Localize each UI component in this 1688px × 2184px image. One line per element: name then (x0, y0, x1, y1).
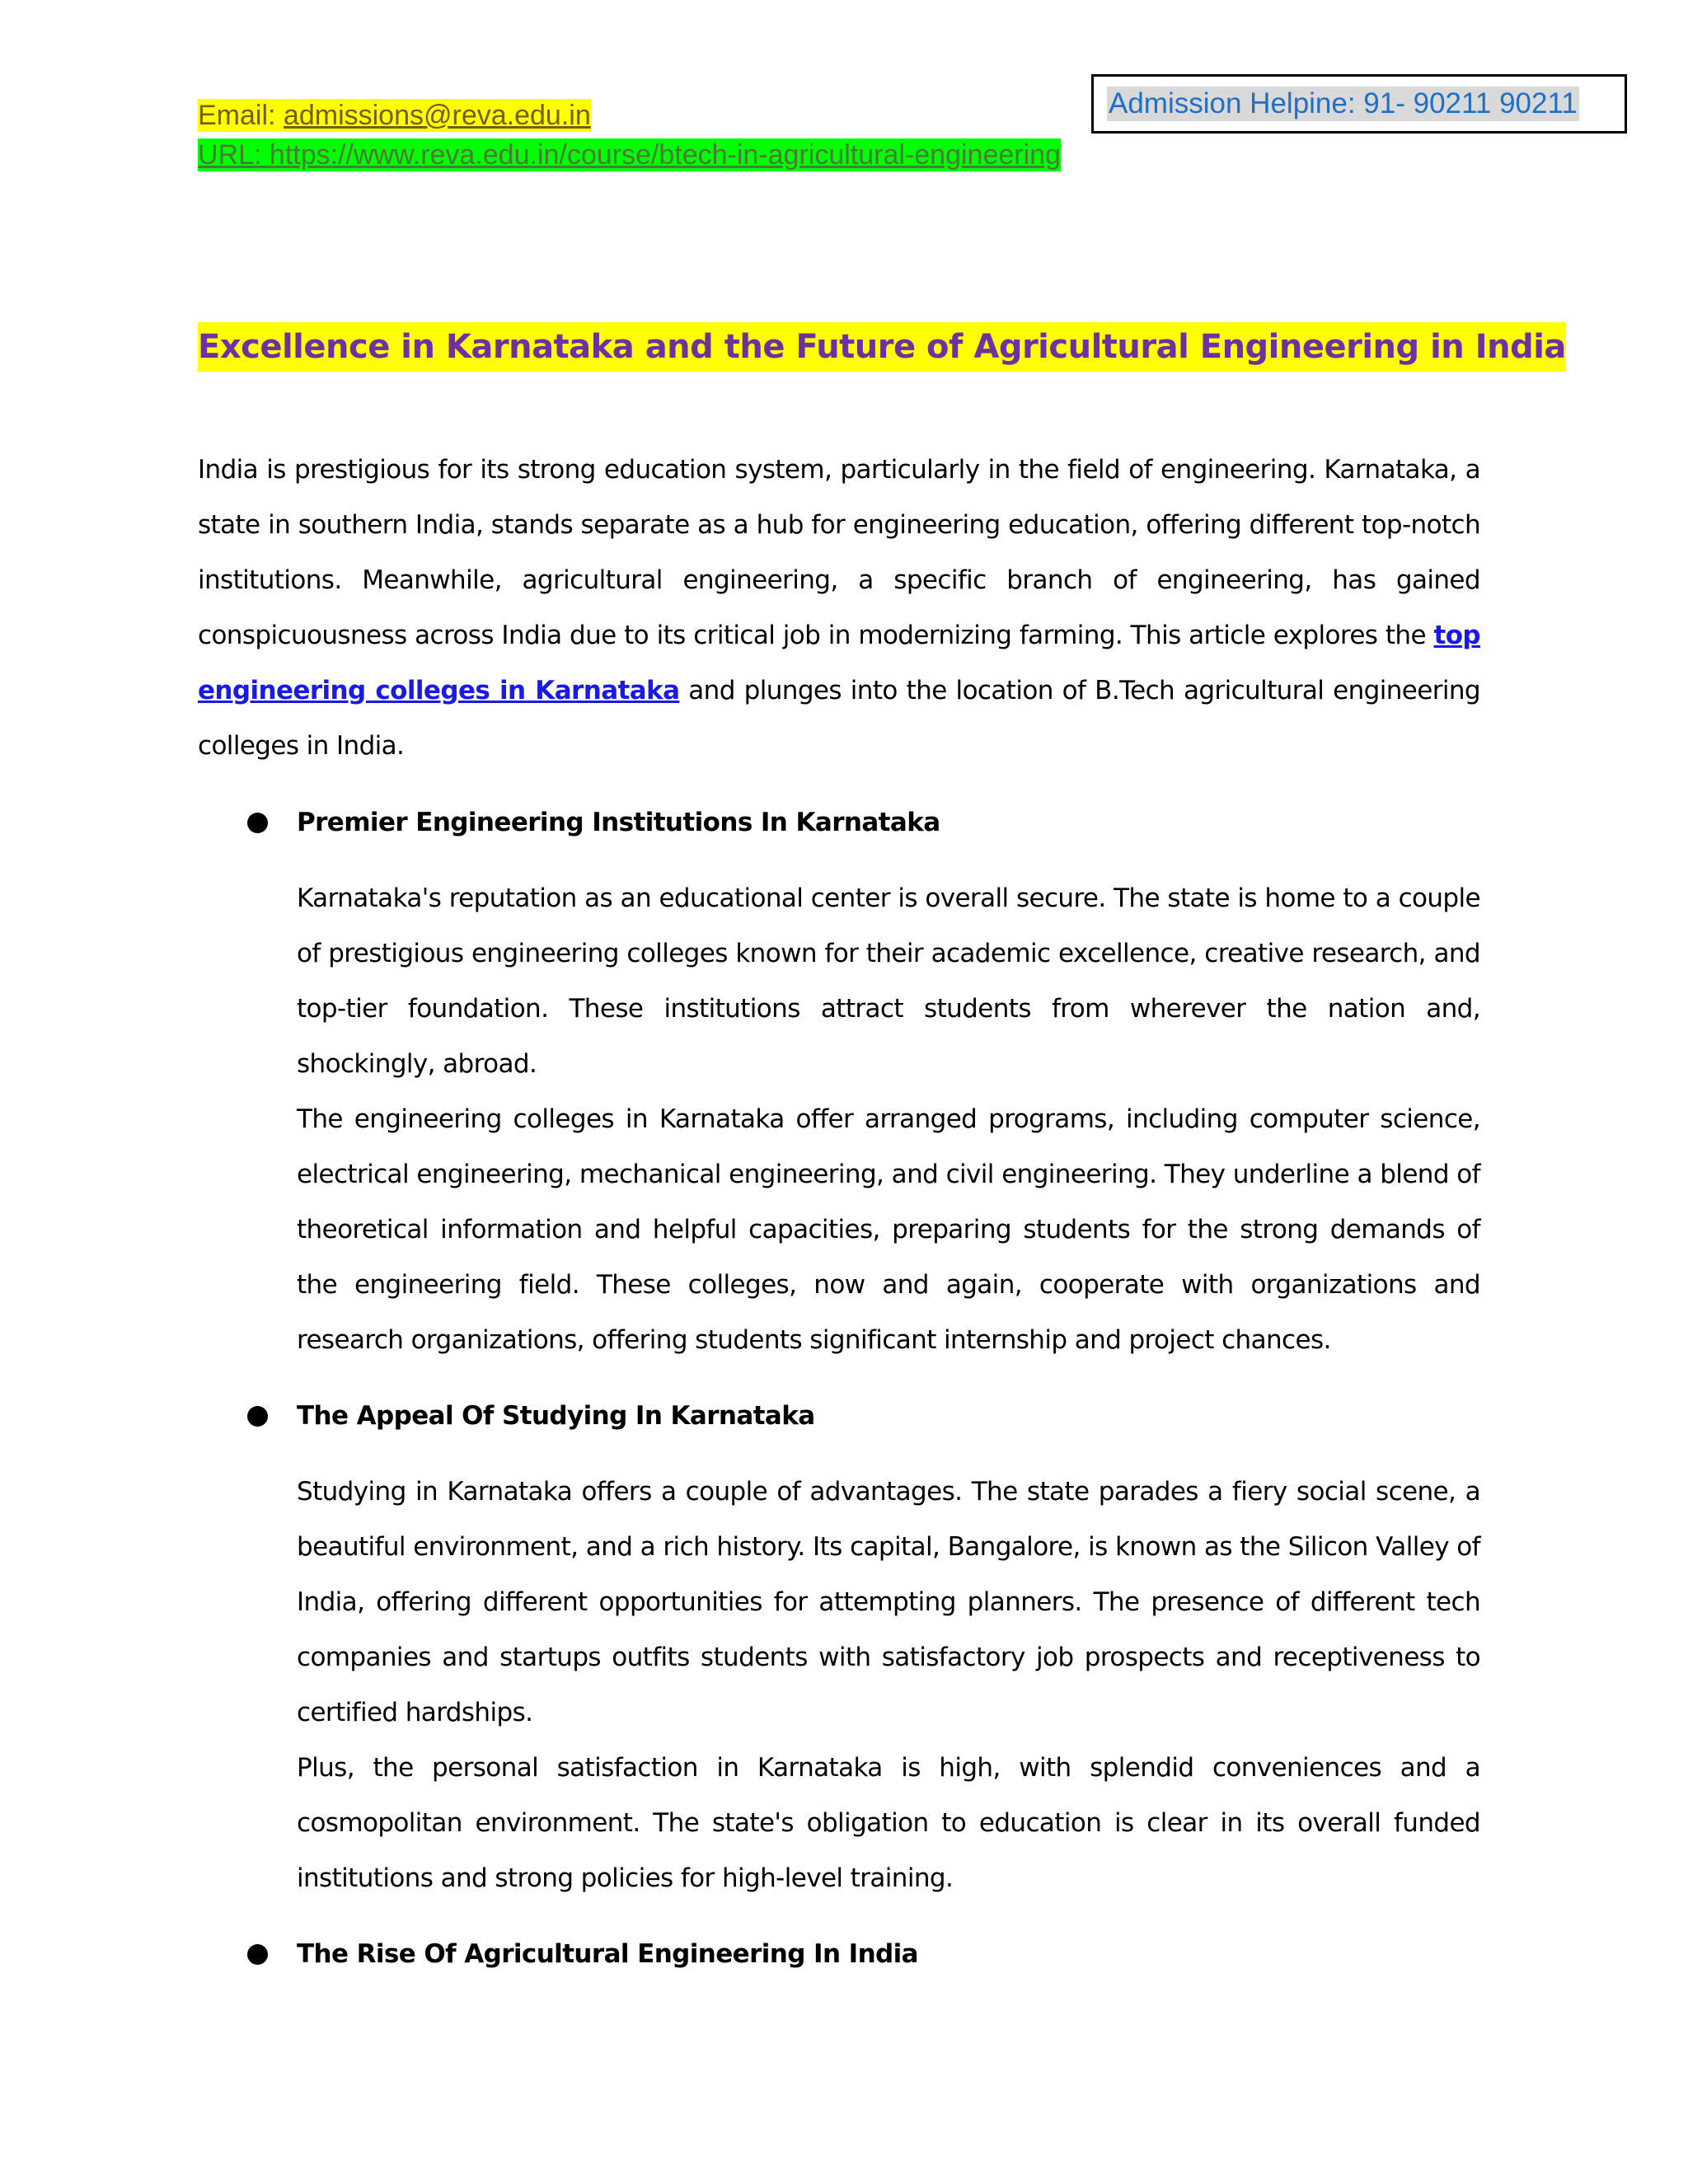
section-paragraph: Studying in Karnataka offers a couple of advantages. The state parades a fiery social scene, a beautiful environment, and a rich history. Its capital, Bangalore, is known as the Silicon Valley of India, offering different opportunities for attempting planners. The presence of different tech companies and startups outfits students with satisfactory job prospects and receptiveness to certified hardships. (297, 1477, 1480, 1727)
section-body (297, 871, 1480, 1368)
section-heading: The Appeal Of Studying In Karnataka (297, 1401, 815, 1431)
email-label: Email: (198, 100, 284, 131)
email-link[interactable]: admissions@reva.edu.in (283, 100, 591, 131)
section-heading: Premier Engineering Institutions In Karnataka (297, 808, 940, 837)
section-body (297, 1465, 1480, 1906)
intro-text-before-link: India is prestigious for its strong education system, particularly in the field of engineering. Karnataka, a state in southern India, stands separate as a hub for engineering education, offering different top-notch institutions. Meanwhile, agricultural engineering, a specific branch of engineering, has gained conspicuousness across India due to its critical job in modernizing farming. This article explores the (198, 455, 1480, 650)
bullet-icon (247, 1944, 268, 1965)
section-heading: The Rise Of Agricultural Engineering In India (297, 1939, 918, 1969)
section-paragraph: The engineering colleges in Karnataka offer arranged programs, including computer science, electrical engineering, mechanical engineering, and civil engineering. They underline a blend of theoretical information and helpful capacities, preparing students for the strong demands of the engineering field. These colleges, now and again, cooperate with organizations and research organizations, offering students significant internship and project chances. (297, 1104, 1480, 1355)
helpline-text: Admission Helpine: 91- 90211 90211 (1109, 87, 1578, 120)
intro-text-after-link: and plunges into the location of B.Tech agricultural engineering colleges in India. (198, 676, 1480, 761)
helpline-box (1091, 74, 1627, 134)
page-title: Excellence in Karnataka and the Future of Agricultural Engineering in India (198, 322, 1566, 372)
top-colleges-link[interactable]: top engineering colleges in Karnataka (198, 621, 1480, 705)
email-line (198, 99, 591, 132)
url-link[interactable]: URL: https://www.reva.edu.in/course/btech-in-agricultural-engineering (198, 139, 1061, 171)
section-paragraph: Plus, the personal satisfaction in Karnataka is high, with splendid conveniences and a cosmopolitan environment. The state's obligation to education is clear in its overall funded institutions and strong policies for high-level training. (297, 1753, 1480, 1893)
bullet-icon (247, 813, 268, 833)
bullet-icon (247, 1406, 268, 1427)
intro-paragraph (198, 443, 1480, 774)
section-paragraph: Karnataka's reputation as an educational center is overall secure. The state is home to a couple of prestigious engineering colleges known for their academic excellence, creative research, and top-tier foundation. These institutions attract students from wherever the nation and, shockingly, abroad. (297, 883, 1480, 1079)
